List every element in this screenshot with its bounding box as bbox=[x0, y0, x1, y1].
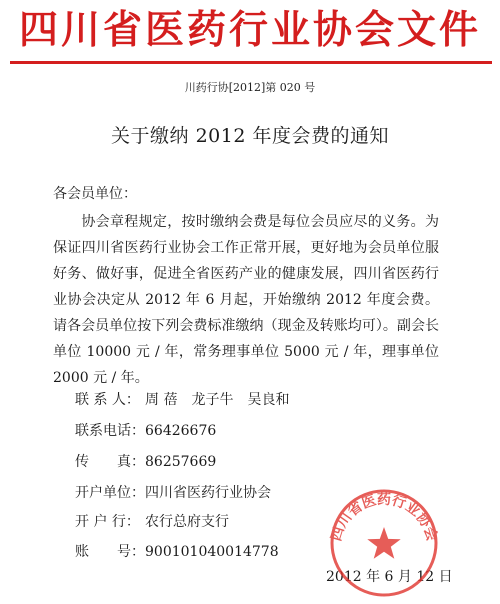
account-name-value: 四川省医药行业协会 bbox=[145, 485, 271, 501]
account-number-row bbox=[75, 541, 279, 561]
phone-label: 联系电话： bbox=[75, 423, 145, 439]
bank-row bbox=[75, 511, 229, 531]
contact-person-value: 周 蓓 龙子牛 吴良和 bbox=[145, 392, 290, 408]
seal-arc-text: 四川省医药行业协会 bbox=[328, 491, 440, 544]
account-number-label: 账 号： bbox=[75, 544, 145, 560]
bank-label: 开 户 行： bbox=[75, 514, 140, 530]
fax-row bbox=[75, 451, 216, 471]
notice-body-text: 协会章程规定，按时缴纳会费是每位会员应尽的义务。为保证四川省医药行业协会工作正常开展，更好地为会员单位服好务、做好事，促进全省医药产业的健康发展，四川省医药行业协会决定从 2012 年 6 月起，开始缴纳 2012 年度会费。请各会员单位按下列会费标准缴纳（现金及转账均可）。副会长单位 10000 元 / 年，常务理事单位 5000 元 / 年，理事单位 2000 元 / 年。 bbox=[53, 214, 439, 386]
account-name-row bbox=[75, 482, 271, 502]
contact-person-row bbox=[75, 389, 289, 409]
document-header-title: 四川省医药行业协会文件 bbox=[18, 7, 481, 53]
header-divider bbox=[10, 61, 492, 64]
document-number: 川药行协[2012]第 020 号 bbox=[184, 81, 316, 94]
notice-title: 关于缴纳 2012 年度会费的通知 bbox=[111, 125, 389, 147]
contact-person-label: 联 系 人： bbox=[75, 392, 140, 408]
bank-value: 农行总府支行 bbox=[145, 514, 229, 530]
account-number-value: 900101040014778 bbox=[145, 544, 279, 560]
salutation: 各会员单位： bbox=[53, 186, 137, 202]
issue-date: 2012 年 6 月 12 日 bbox=[326, 569, 453, 585]
fax-label: 传 真： bbox=[75, 454, 145, 470]
notice-body bbox=[53, 209, 439, 391]
seal-star-icon bbox=[367, 527, 400, 559]
account-name-label: 开户单位： bbox=[75, 485, 145, 501]
phone-row bbox=[75, 420, 216, 440]
fax-value: 86257669 bbox=[145, 454, 217, 470]
phone-value: 66426676 bbox=[145, 423, 217, 439]
